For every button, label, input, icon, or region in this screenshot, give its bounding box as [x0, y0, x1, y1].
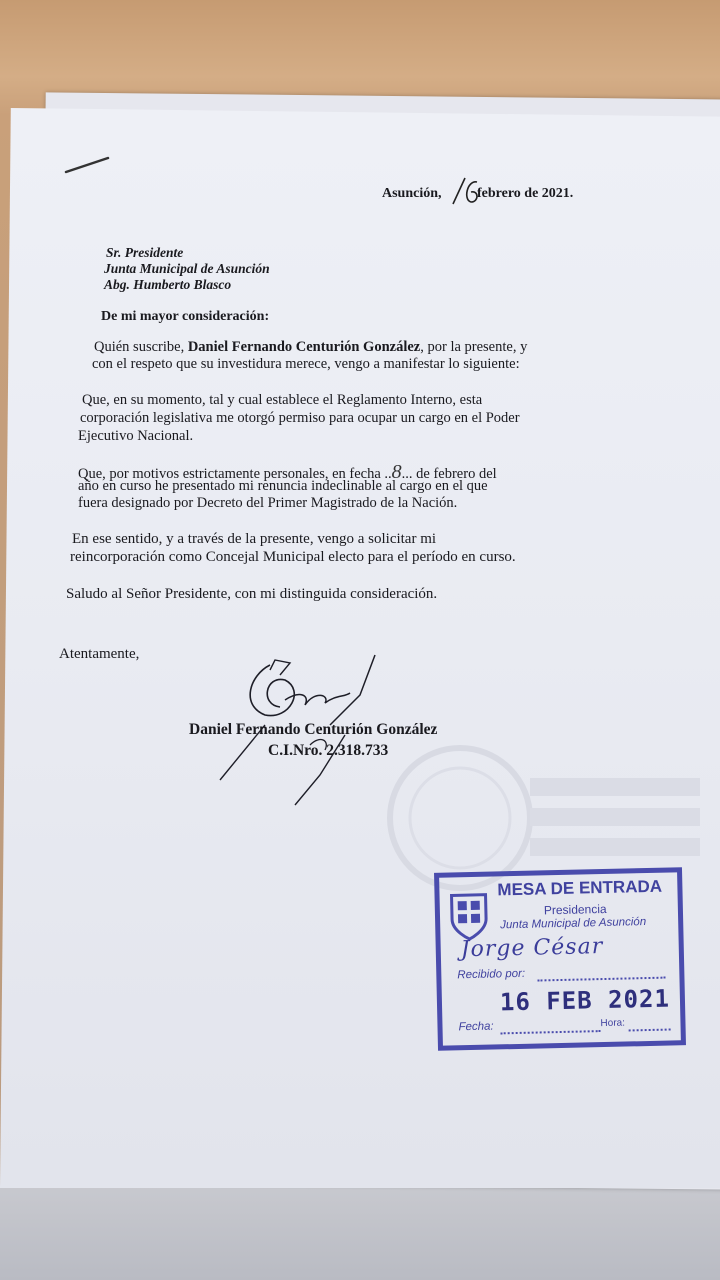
- stamp-title: MESA DE ENTRADA: [497, 876, 663, 900]
- para3-text-a: Que, por motivos estrictamente personales, en fecha: [78, 466, 381, 482]
- signer-id: C.I.Nro. 2.318.733: [268, 742, 389, 759]
- signer-name: Daniel Fernando Centurión González: [189, 721, 438, 738]
- stamp-date: 16 FEB 2021: [499, 984, 671, 1017]
- recipient-line-2: Junta Municipal de Asunción: [104, 261, 270, 276]
- desk-surface: [0, 1185, 720, 1280]
- stamp-line-2: Junta Municipal de Asunción: [500, 916, 647, 932]
- para3-dots-a: ..: [384, 466, 392, 482]
- para4-line2: reincorporación como Concejal Municipal electo para el período en curso.: [70, 549, 516, 565]
- closing-line: Saludo al Señor Presidente, con mi distinguida consideración.: [66, 586, 438, 602]
- para1-line1: [94, 338, 527, 356]
- para3-line3: fuera designado por Decreto del Primer Magistrado de la Nación.: [78, 495, 458, 511]
- reception-stamp: [434, 867, 686, 1051]
- para2-line3: Ejecutivo Nacional.: [78, 428, 194, 444]
- para1-line2: con el respeto que su investidura merece, vengo a manifestar lo siguiente:: [92, 356, 520, 372]
- stamp-line-1: Presidencia: [543, 901, 607, 918]
- date-dotted-line: [501, 1030, 601, 1034]
- para1-rest: , por la presente, y: [420, 339, 528, 355]
- para4-line1: En ese sentido, y a través de la presente, vengo a solicitar mi: [72, 531, 437, 547]
- para1-name: Daniel Fernando Centurión González: [187, 339, 421, 355]
- para3-line2: año en curso he presentado mi renuncia indeclinable al cargo en el que: [78, 478, 488, 494]
- closing: Atentamente,: [59, 646, 140, 662]
- salutation: De mi mayor consideración:: [101, 309, 270, 324]
- para3-text-b: de febrero del: [416, 466, 497, 482]
- stamp-date-label: Fecha:: [458, 1020, 494, 1034]
- recipient-line-3: Abg. Humberto Blasco: [104, 277, 232, 292]
- para1-intro: Quién suscribe,: [94, 339, 185, 355]
- stamp-received-signature: Jorge César: [460, 934, 604, 963]
- pen-mark-icon: [60, 150, 120, 180]
- para2-line2: corporación legislativa me otorgó permiso para ocupar un cargo en el Poder: [80, 410, 520, 426]
- coat-of-arms-icon: [447, 889, 490, 942]
- received-dotted-line: [537, 977, 665, 982]
- recipient-line-1: Sr. Presidente: [106, 245, 184, 260]
- para2-line1: Que, en su momento, tal y cual establece el Reglamento Interno, esta: [82, 392, 483, 408]
- stamp-received-label: Recibido por:: [457, 967, 526, 982]
- time-dotted-line: [629, 1029, 671, 1032]
- date-suffix: febrero de 2021.: [477, 186, 574, 201]
- date-prefix: Asunción,: [382, 186, 442, 201]
- para3-handwritten-day: 8: [391, 461, 402, 483]
- para3-dots-b: ...: [401, 466, 413, 482]
- stamp-time-label: Hora:: [600, 1017, 626, 1030]
